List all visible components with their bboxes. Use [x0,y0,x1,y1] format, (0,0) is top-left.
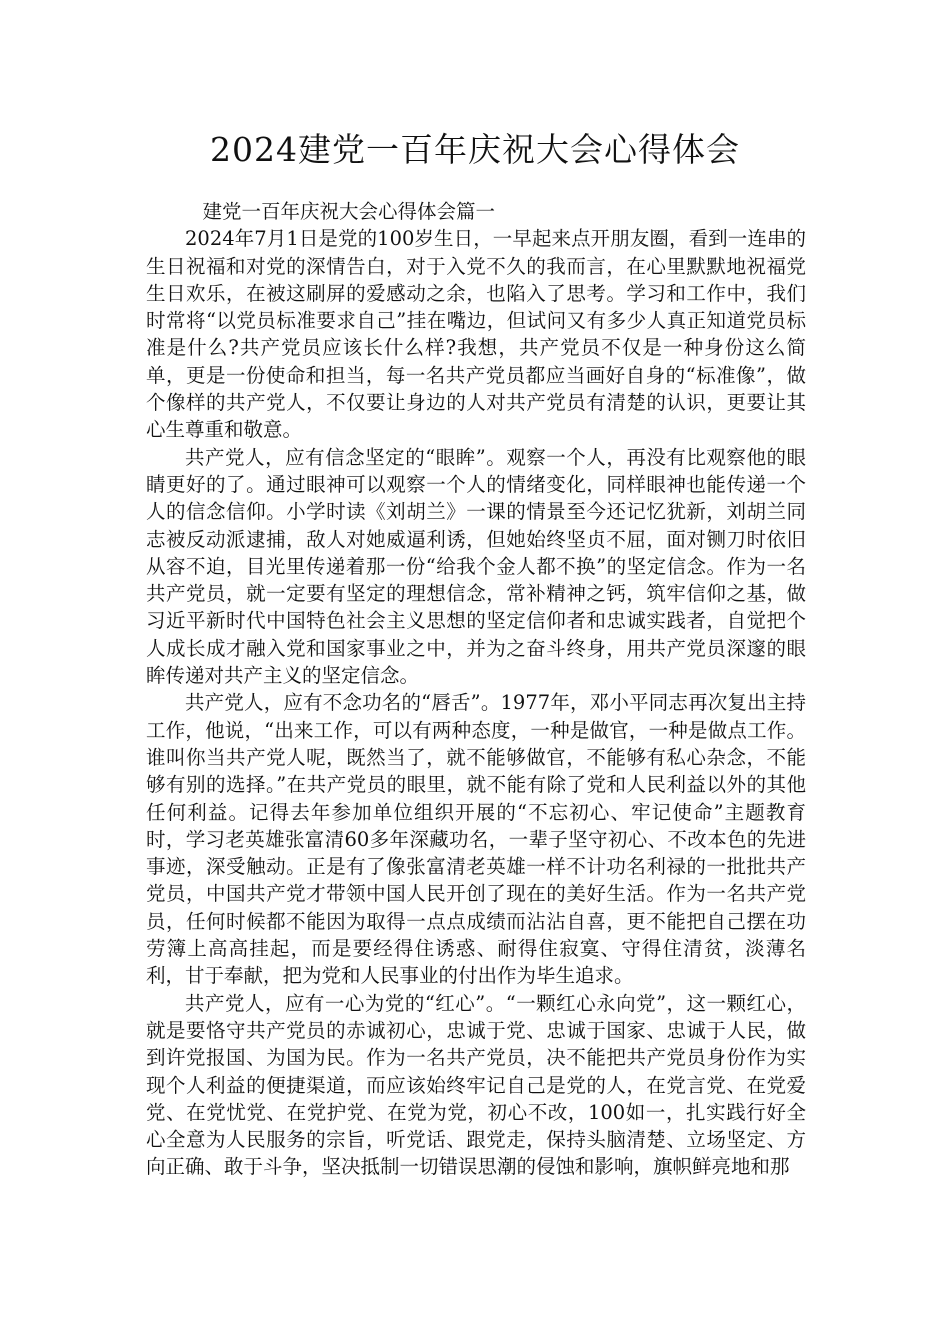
paragraph: 共产党人，应有一心为党的“红心”。“一颗红心永向党”，这一颗红心，就是要恪守共产党员的赤诚初心，忠诚于党、忠诚于国家、忠诚于人民，做到许党报国、为国为民。作为一名共产党员，决不能把共产党员身份作为实现个人利益的便捷渠道，而应该始终牢记自己是党的人，在党言党、在党爱党、在党忧党、在党护党、在党为党，初心不改，100如一，扎实践行好全心全意为人民服务的宗旨，听党话、跟党走，保持头脑清楚、立场坚定、方向正确、敢于斗争，坚决抵制一切错误思潮的侵蚀和影响，旗帜鲜亮地和那 [146,991,806,1179]
section-subtitle: 建党一百年庆祝大会心得体会篇一 [202,200,496,223]
paragraph: 共产党人，应有信念坚定的“眼眸”。观察一个人，再没有比观察他的眼睛更好的了。通过眼神可以观察一个人的情绪变化，同样眼神也能传递一个人的信念信仰。小学时读《刘胡兰》一课的情景至今还记忆犹新，刘胡兰同志被反动派逮捕，敌人对她威逼利诱，但她始终坚贞不屈，面对铡刀时依旧从容不迫，目光里传递着那一份“给我个金人都不换”的坚定信念。作为一名共产党员，就一定要有坚定的理想信念，常补精神之钙，筑牢信仰之基，做习近平新时代中国特色社会主义思想的坚定信仰者和忠诚实践者，自觉把个人成长成才融入党和国家事业之中，并为之奋斗终身，用共产党员深邃的眼眸传递对共产主义的坚定信念。 [146,445,806,688]
paragraph: 2024年7月1日是党的100岁生日，一早起来点开朋友圈，看到一连串的生日祝福和对党的深情告白，对于入党不久的我而言，在心里默默地祝福党生日欢乐，在被这刷屏的爱感动之余，也陷入了思考。学习和工作中，我们时常将“以党员标准要求自己”挂在嘴边，但试问又有多少人真正知道党员标准是什么?共产党员应该长什么样?我想，共产党员不仅是一种身份这么简单，更是一份使命和担当，每一名共产党员都应当画好自身的“标准像”，做个像样的共产党人，不仅要让身边的人对共产党员有清楚的认识，更要让其心生尊重和敬意。 [146,227,806,442]
document-title: 2024建党一百年庆祝大会心得体会 [210,130,740,169]
paragraph: 共产党人，应有不念功名的“唇舌”。1977年，邓小平同志再次复出主持工作，他说，“出来工作，可以有两种态度，一种是做官，一种是做点工作。谁叫你当共产党人呢，既然当了，就不能够做官，不能够有私心杂念，不能够有别的选择。”在共产党员的眼里，就不能有除了党和人民利益以外的其他任何利益。记得去年参加单位组织开展的“不忘初心、牢记使命”主题教育时，学习老英雄张富清60多年深藏功名，一辈子坚守初心、不改本色的先进事迹，深受触动。正是有了像张富清老英雄一样不计功名利禄的一批批共产党员，中国共产党才带领中国人民开创了现在的美好生活。作为一名共产党员，任何时候都不能因为取得一点点成绩而沾沾自喜，更不能把自己摆在功劳簿上高高挂起，而是要经得住诱惑、耐得住寂寞、守得住清贫，淡薄名利，甘于奉献，把为党和人民事业的付出作为毕生追求。 [146,691,806,988]
document-body [146,198,806,1181]
